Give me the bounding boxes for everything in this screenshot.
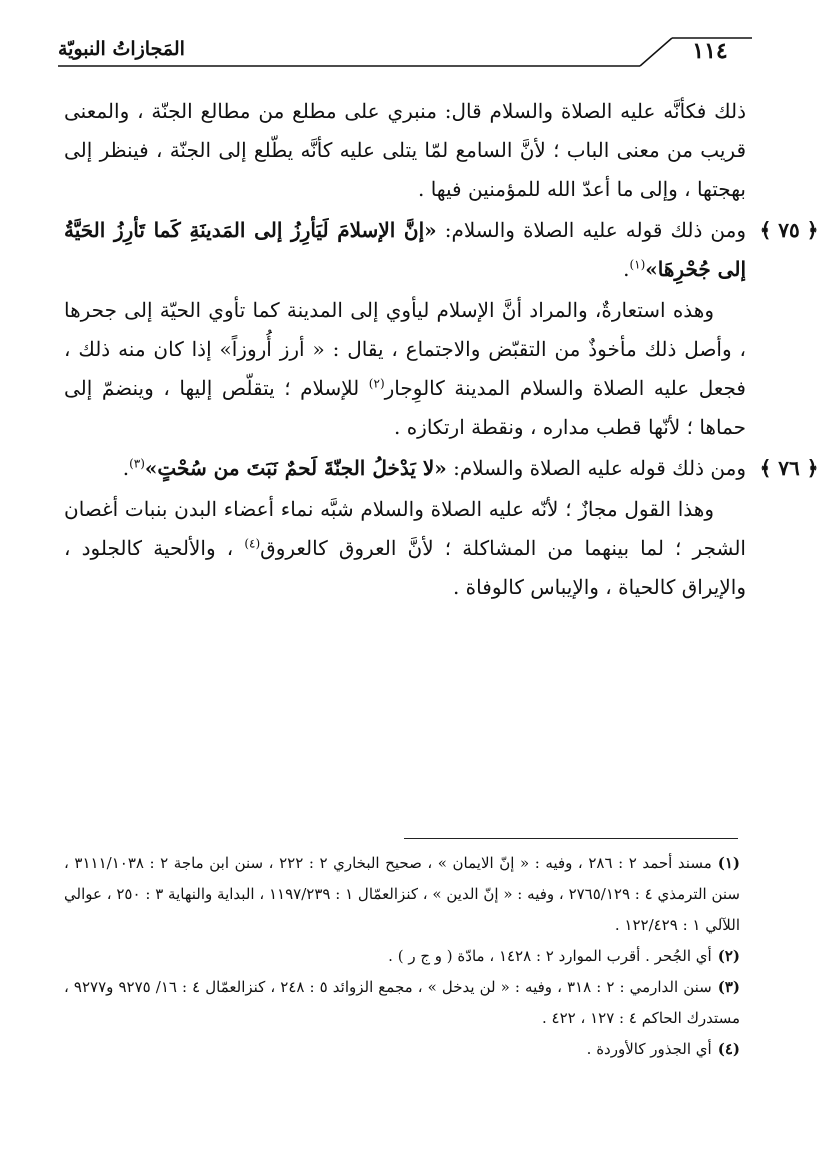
footnote-text: أي الجذور كالأوردة . xyxy=(586,1040,712,1058)
footnote-number: (١) xyxy=(717,854,741,872)
hadith-intro: ومن ذلك قوله عليه الصلاة والسلام: xyxy=(446,456,746,480)
footnote-4 xyxy=(64,1034,740,1065)
footnote-separator xyxy=(404,838,738,839)
running-header-title: المَجازاتُ النبويّة xyxy=(58,38,185,60)
footnote-text: مسند أحمد ٢ : ٢٨٦ ، وفيه : « إنّ الايمان » ، صحيح البخاري ٢ : ٢٢٢ ، سنن ابن ماجة ٢ : ٣١١١/١٠٣٨ ، سنن الترمذي ٤ : ٢٧٦٥/١٢٩ ، وفيه : « إنّ الدين » ، كنزالعمّال ١ : ١١٩٧/٢٣٩ ، البداية والنهاية ٣ : ٢٥٠ ، عوالي اللآلي ١ : ١٢٢/٤٢٩ . xyxy=(64,854,741,934)
main-text xyxy=(64,92,819,607)
hadith-tail: . xyxy=(122,456,130,480)
commentary-75 xyxy=(64,291,746,447)
hadith-75 xyxy=(64,211,819,289)
footnote-text: أي الجُحر . أقرب الموارد ٢ : ١٤٢٨ ، مادّة ( و ج ر ) . xyxy=(388,947,712,965)
commentary-76 xyxy=(64,490,746,607)
footnote-1 xyxy=(64,848,740,941)
page-number: ١١٤ xyxy=(692,38,728,64)
footnote-2 xyxy=(64,941,740,972)
footnote-number: (٣) xyxy=(717,978,741,996)
hadith-number: ﴿ ٧٥ ﴾ xyxy=(759,218,819,242)
footnote-ref[interactable]: (٤) xyxy=(244,536,261,551)
commentary-tail: ، والألحية كالجلود ، والإيراق كالحياة ، والإيباس كالوفاة . xyxy=(64,536,746,599)
footnote-ref[interactable]: (٣) xyxy=(129,456,145,471)
hadith-number: ﴿ ٧٦ ﴾ xyxy=(759,456,819,480)
hadith-text: «إنَّ الإسلامَ لَيَأرِزُ إلى المَدينَةِ كَما تَأرِزُ الحَيَّةُ إلى جُحْرِهَا» xyxy=(64,218,746,281)
footnote-ref[interactable]: (٢) xyxy=(368,376,385,391)
commentary-text: وهذا القول مجازٌ ؛ لأنّه عليه الصلاة والسلام شبَّه نماء أعضاء البدن بنبات أغصان الشجر ؛ لما بينهما من المشاكلة ؛ لأنَّ العروق كالعروق xyxy=(64,497,746,560)
hadith-tail: . xyxy=(623,257,630,281)
hadith-76 xyxy=(64,449,819,488)
hadith-intro: ومن ذلك قوله عليه الصلاة والسلام: xyxy=(436,218,746,242)
footnote-text: سنن الدارمي : ٢ : ٣١٨ ، وفيه : « لن يدخل » ، مجمع الزوائد ٥ : ٢٤٨ ، كنزالعمّال ٤ : ١٦/ ٩٢٧٥ و٩٢٧٧ ، مستدرك الحاكم ٤ : ١٢٧ ، ٤٢٢ . xyxy=(64,978,740,1027)
hadith-text: «لا يَدْخلُ الجنّةَ لَحمٌ نَبَتَ من سُحْتٍ» xyxy=(144,456,447,480)
paragraph-continuation: ذلك فكأنَّه عليه الصلاة والسلام قال: منبري على مطلع من مطالع الجنّة ، والمعنى قريب من معنى الباب ؛ لأنَّ السامع لمّا يتلى عليه كأنَّه يطّلع إلى الجنّة ، فينظر إلى بهجتها ، وإلى ما أعدّ الله للمؤمنين فيها . xyxy=(64,99,746,201)
footnotes xyxy=(64,848,740,1065)
commentary-tail: للإسلام ؛ يتقلّص إليها ، وينضمّ إلى حماها ؛ لأنّها قطب مداره ، ونقطة ارتكازه . xyxy=(64,376,746,439)
footnote-3 xyxy=(64,972,740,1034)
footnote-number: (٢) xyxy=(717,947,740,965)
footnote-number: (٤) xyxy=(717,1040,740,1058)
commentary-text: وهذه استعارةٌ، والمراد أنَّ الإسلام ليأوي إلى المدينة كما تأوي الحيّة إلى جحرها ، وأصل ذلك مأخوذٌ من التقبّض والاجتماع ، يقال : « أرز أُروزاً» إذا كان منه ذلك ، فجعل عليه الصلاة والسلام المدينة كالوِجار xyxy=(64,298,746,400)
footnote-ref[interactable]: (١) xyxy=(629,257,646,272)
